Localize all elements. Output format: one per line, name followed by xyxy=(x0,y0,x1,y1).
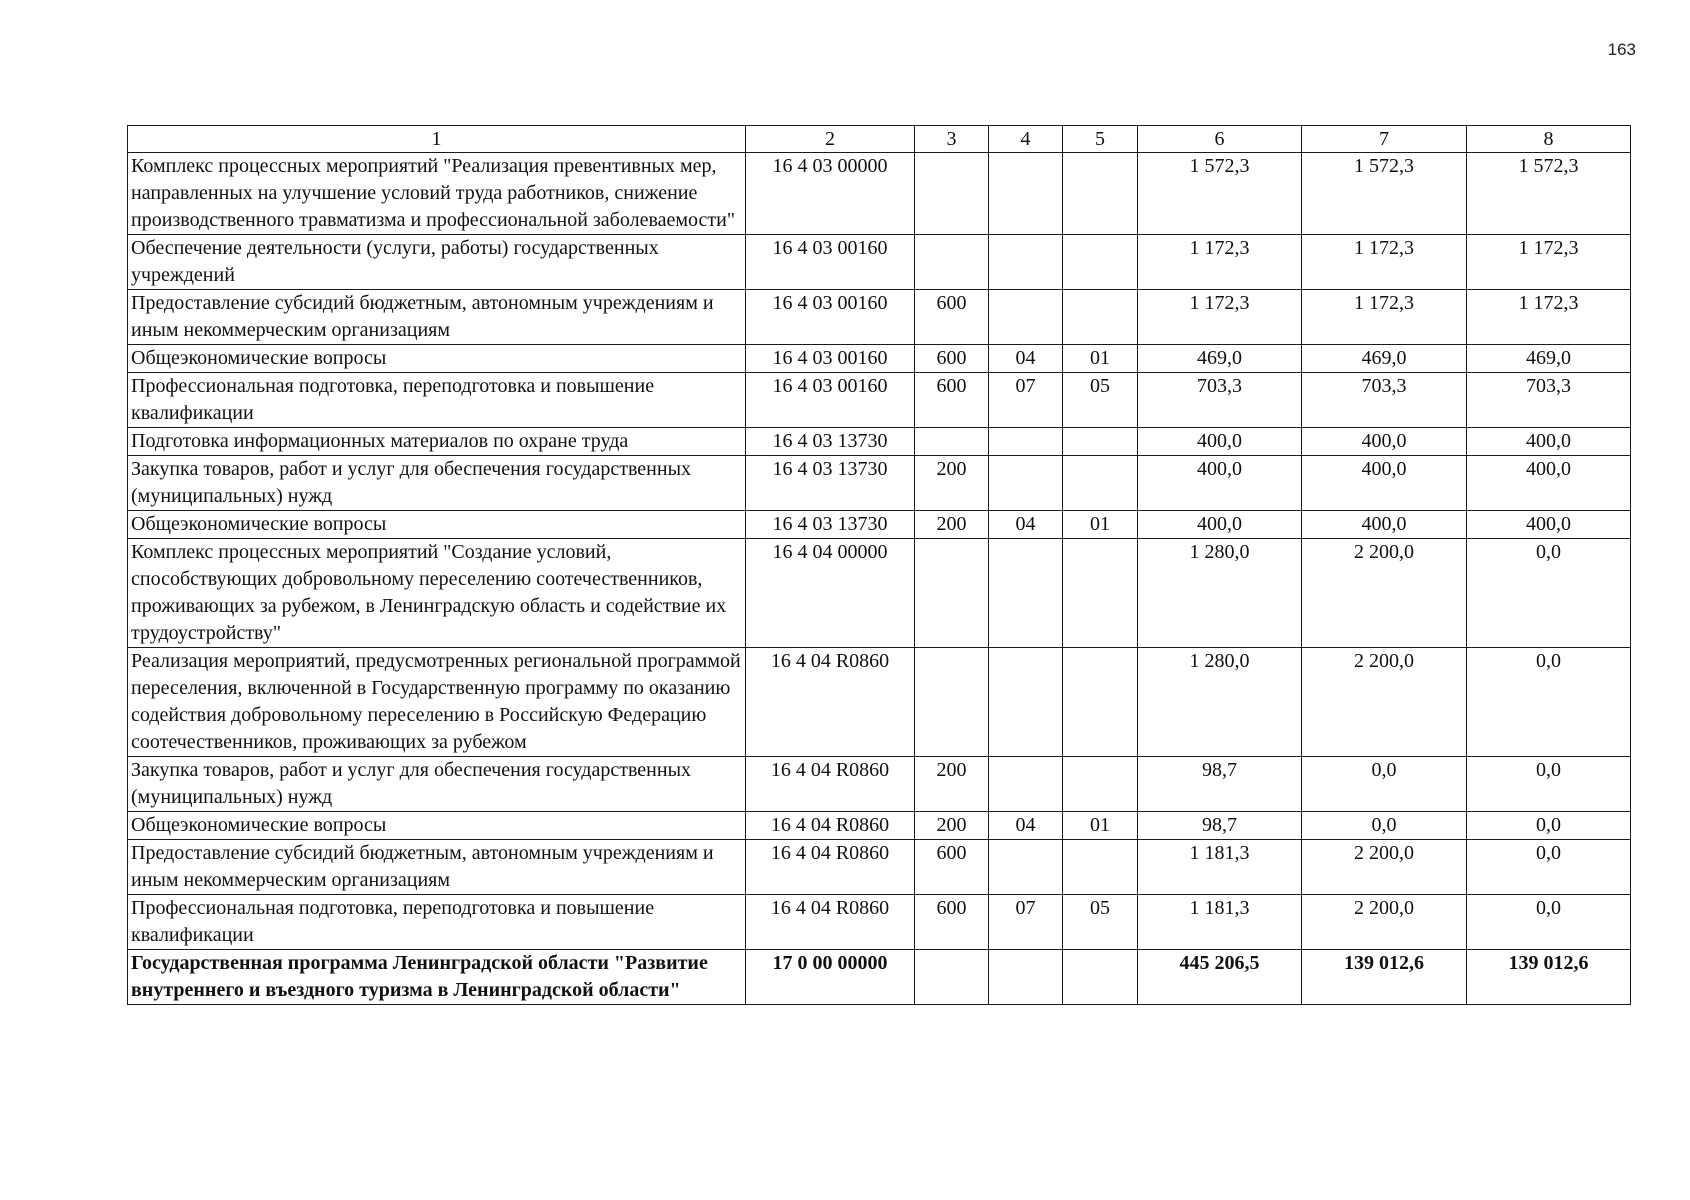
target-article-code-cell: 16 4 04 R0860 xyxy=(746,648,915,757)
target-article-code-cell: 16 4 04 R0860 xyxy=(746,895,915,950)
table-row xyxy=(128,812,1631,840)
amount-year-1-cell: 400,0 xyxy=(1138,511,1302,539)
amount-year-1-cell: 400,0 xyxy=(1138,428,1302,456)
section-code-cell xyxy=(989,428,1063,456)
amount-year-3-cell: 400,0 xyxy=(1467,428,1631,456)
target-article-code-cell: 16 4 04 R0860 xyxy=(746,757,915,812)
amount-year-3-cell: 139 012,6 xyxy=(1467,950,1631,1005)
amount-year-2-cell: 139 012,6 xyxy=(1302,950,1467,1005)
subsection-code-cell: 01 xyxy=(1063,812,1138,840)
row-name-cell: Закупка товаров, работ и услуг для обеспечения государственных (муниципальных) нужд xyxy=(128,757,746,812)
row-name-cell: Подготовка информационных материалов по охране труда xyxy=(128,428,746,456)
amount-year-2-cell: 1 172,3 xyxy=(1302,290,1467,345)
column-header: 1 xyxy=(128,126,746,153)
table-row xyxy=(128,345,1631,373)
amount-year-3-cell: 0,0 xyxy=(1467,539,1631,648)
section-code-cell xyxy=(989,648,1063,757)
table-row xyxy=(128,840,1631,895)
section-code-cell: 04 xyxy=(989,345,1063,373)
subsection-code-cell xyxy=(1063,235,1138,290)
target-article-code-cell: 17 0 00 00000 xyxy=(746,950,915,1005)
column-header: 3 xyxy=(915,126,989,153)
amount-year-2-cell: 703,3 xyxy=(1302,373,1467,428)
section-code-cell xyxy=(989,456,1063,511)
amount-year-3-cell: 0,0 xyxy=(1467,812,1631,840)
amount-year-1-cell: 1 172,3 xyxy=(1138,290,1302,345)
subsection-code-cell xyxy=(1063,290,1138,345)
amount-year-1-cell: 1 181,3 xyxy=(1138,895,1302,950)
amount-year-3-cell: 703,3 xyxy=(1467,373,1631,428)
amount-year-3-cell: 0,0 xyxy=(1467,895,1631,950)
subsection-code-cell xyxy=(1063,153,1138,235)
amount-year-2-cell: 0,0 xyxy=(1302,812,1467,840)
amount-year-2-cell: 2 200,0 xyxy=(1302,648,1467,757)
column-header: 6 xyxy=(1138,126,1302,153)
amount-year-3-cell: 1 572,3 xyxy=(1467,153,1631,235)
row-name-cell: Предоставление субсидий бюджетным, автономным учреждениям и иным некоммерческим организациям xyxy=(128,840,746,895)
table-row xyxy=(128,290,1631,345)
table-row xyxy=(128,511,1631,539)
amount-year-1-cell: 1 280,0 xyxy=(1138,539,1302,648)
row-name-cell: Комплекс процессных мероприятий "Реализация превентивных мер, направленных на улучшение условий труда работников, снижение производственного травматизма и профессиональной заболеваемости" xyxy=(128,153,746,235)
expense-type-code-cell: 200 xyxy=(915,812,989,840)
expense-type-code-cell: 200 xyxy=(915,757,989,812)
expense-type-code-cell: 600 xyxy=(915,373,989,428)
target-article-code-cell: 16 4 03 00160 xyxy=(746,235,915,290)
section-code-cell: 07 xyxy=(989,373,1063,428)
row-name-cell: Общеэкономические вопросы xyxy=(128,812,746,840)
table-row xyxy=(128,373,1631,428)
amount-year-2-cell: 469,0 xyxy=(1302,345,1467,373)
amount-year-2-cell: 1 572,3 xyxy=(1302,153,1467,235)
page-number: 163 xyxy=(1607,40,1636,59)
subsection-code-cell: 05 xyxy=(1063,895,1138,950)
amount-year-3-cell: 469,0 xyxy=(1467,345,1631,373)
table-row xyxy=(128,648,1631,757)
subsection-code-cell xyxy=(1063,840,1138,895)
target-article-code-cell: 16 4 03 00160 xyxy=(746,345,915,373)
subsection-code-cell: 01 xyxy=(1063,345,1138,373)
amount-year-2-cell: 2 200,0 xyxy=(1302,539,1467,648)
subsection-code-cell xyxy=(1063,428,1138,456)
amount-year-3-cell: 0,0 xyxy=(1467,757,1631,812)
row-name-cell: Профессиональная подготовка, переподготовка и повышение квалификации xyxy=(128,895,746,950)
amount-year-2-cell: 400,0 xyxy=(1302,511,1467,539)
budget-table xyxy=(127,125,1631,1005)
expense-type-code-cell xyxy=(915,235,989,290)
amount-year-3-cell: 400,0 xyxy=(1467,456,1631,511)
target-article-code-cell: 16 4 03 13730 xyxy=(746,456,915,511)
row-name-cell: Профессиональная подготовка, переподготовка и повышение квалификации xyxy=(128,373,746,428)
section-code-cell: 07 xyxy=(989,895,1063,950)
table-row xyxy=(128,235,1631,290)
column-header: 2 xyxy=(746,126,915,153)
expense-type-code-cell xyxy=(915,428,989,456)
subsection-code-cell xyxy=(1063,648,1138,757)
table-header-row xyxy=(128,126,1631,153)
amount-year-3-cell: 1 172,3 xyxy=(1467,290,1631,345)
section-code-cell xyxy=(989,950,1063,1005)
column-header: 5 xyxy=(1063,126,1138,153)
subsection-code-cell xyxy=(1063,950,1138,1005)
section-code-cell: 04 xyxy=(989,812,1063,840)
amount-year-2-cell: 400,0 xyxy=(1302,428,1467,456)
amount-year-2-cell: 0,0 xyxy=(1302,757,1467,812)
expense-type-code-cell: 600 xyxy=(915,840,989,895)
target-article-code-cell: 16 4 04 00000 xyxy=(746,539,915,648)
subsection-code-cell xyxy=(1063,456,1138,511)
subsection-code-cell: 05 xyxy=(1063,373,1138,428)
row-name-cell: Общеэкономические вопросы xyxy=(128,511,746,539)
amount-year-1-cell: 1 181,3 xyxy=(1138,840,1302,895)
section-code-cell xyxy=(989,757,1063,812)
expense-type-code-cell xyxy=(915,648,989,757)
section-code-cell xyxy=(989,290,1063,345)
expense-type-code-cell xyxy=(915,153,989,235)
table-row xyxy=(128,895,1631,950)
target-article-code-cell: 16 4 03 13730 xyxy=(746,428,915,456)
section-code-cell xyxy=(989,153,1063,235)
amount-year-3-cell: 0,0 xyxy=(1467,648,1631,757)
amount-year-2-cell: 2 200,0 xyxy=(1302,840,1467,895)
expense-type-code-cell: 600 xyxy=(915,895,989,950)
target-article-code-cell: 16 4 03 00160 xyxy=(746,373,915,428)
row-name-cell: Предоставление субсидий бюджетным, автономным учреждениям и иным некоммерческим организациям xyxy=(128,290,746,345)
amount-year-3-cell: 1 172,3 xyxy=(1467,235,1631,290)
target-article-code-cell: 16 4 03 13730 xyxy=(746,511,915,539)
target-article-code-cell: 16 4 03 00160 xyxy=(746,290,915,345)
amount-year-1-cell: 98,7 xyxy=(1138,757,1302,812)
expense-type-code-cell: 600 xyxy=(915,345,989,373)
expense-type-code-cell xyxy=(915,539,989,648)
target-article-code-cell: 16 4 03 00000 xyxy=(746,153,915,235)
column-header: 4 xyxy=(989,126,1063,153)
table-row xyxy=(128,539,1631,648)
expense-type-code-cell xyxy=(915,950,989,1005)
row-name-cell: Обеспечение деятельности (услуги, работы) государственных учреждений xyxy=(128,235,746,290)
table-row xyxy=(128,428,1631,456)
amount-year-1-cell: 469,0 xyxy=(1138,345,1302,373)
amount-year-1-cell: 703,3 xyxy=(1138,373,1302,428)
amount-year-1-cell: 98,7 xyxy=(1138,812,1302,840)
table-row xyxy=(128,153,1631,235)
amount-year-2-cell: 400,0 xyxy=(1302,456,1467,511)
table-row xyxy=(128,757,1631,812)
table-row xyxy=(128,950,1631,1005)
section-code-cell: 04 xyxy=(989,511,1063,539)
expense-type-code-cell: 200 xyxy=(915,511,989,539)
section-code-cell xyxy=(989,235,1063,290)
column-header: 7 xyxy=(1302,126,1467,153)
target-article-code-cell: 16 4 04 R0860 xyxy=(746,812,915,840)
amount-year-2-cell: 2 200,0 xyxy=(1302,895,1467,950)
row-name-cell: Комплекс процессных мероприятий "Создание условий, способствующих добровольному переселению соотечественников, проживающих за рубежом, в Ленинградскую область и содействие их трудоустройству" xyxy=(128,539,746,648)
table-row xyxy=(128,456,1631,511)
column-header: 8 xyxy=(1467,126,1631,153)
expense-type-code-cell: 600 xyxy=(915,290,989,345)
target-article-code-cell: 16 4 04 R0860 xyxy=(746,840,915,895)
amount-year-1-cell: 400,0 xyxy=(1138,456,1302,511)
table-body xyxy=(128,126,1631,1005)
subsection-code-cell xyxy=(1063,539,1138,648)
amount-year-3-cell: 0,0 xyxy=(1467,840,1631,895)
row-name-cell: Общеэкономические вопросы xyxy=(128,345,746,373)
row-name-cell: Закупка товаров, работ и услуг для обеспечения государственных (муниципальных) нужд xyxy=(128,456,746,511)
subsection-code-cell xyxy=(1063,757,1138,812)
row-name-cell: Реализация мероприятий, предусмотренных региональной программой переселения, включенной в Государственную программу по оказанию содействия добровольному переселению в Российскую Федерацию соотечественников, проживающих за рубежом xyxy=(128,648,746,757)
expense-type-code-cell: 200 xyxy=(915,456,989,511)
amount-year-1-cell: 1 280,0 xyxy=(1138,648,1302,757)
row-name-cell: Государственная программа Ленинградской области "Развитие внутреннего и въездного туризма в Ленинградской области" xyxy=(128,950,746,1005)
amount-year-2-cell: 1 172,3 xyxy=(1302,235,1467,290)
amount-year-3-cell: 400,0 xyxy=(1467,511,1631,539)
amount-year-1-cell: 445 206,5 xyxy=(1138,950,1302,1005)
section-code-cell xyxy=(989,539,1063,648)
subsection-code-cell: 01 xyxy=(1063,511,1138,539)
section-code-cell xyxy=(989,840,1063,895)
amount-year-1-cell: 1 572,3 xyxy=(1138,153,1302,235)
amount-year-1-cell: 1 172,3 xyxy=(1138,235,1302,290)
